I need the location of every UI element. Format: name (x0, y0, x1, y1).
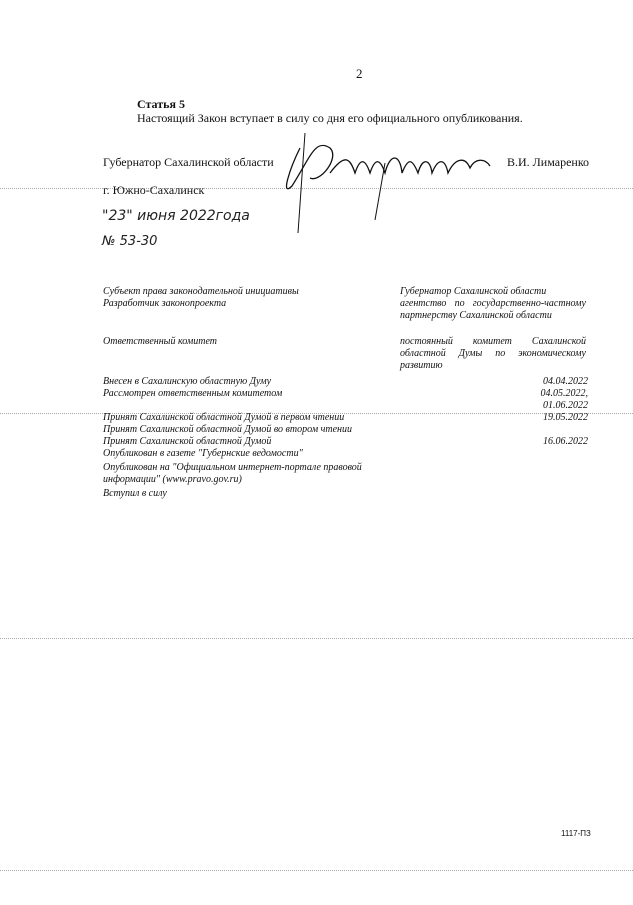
article-text: Настоящий Закон вступает в силу со дня его официального опубликования. (137, 111, 523, 125)
date-label: Принят Сахалинской областной Думой в первом чтении (103, 412, 345, 423)
date-value: 16.06.2022 (543, 436, 588, 447)
handwritten-number: № 53-30 (102, 234, 158, 249)
page-number: 2 (356, 66, 363, 81)
date-label: Внесен в Сахалинскую областную Думу (103, 376, 272, 387)
info-label: Ответственный комитет (103, 336, 217, 347)
scan-noise (0, 870, 633, 872)
info-label: Разработчик законопроекта (103, 298, 227, 309)
signature (270, 128, 500, 238)
info-label: Субъект права законодательной инициативы (103, 286, 299, 297)
article-title: Статья 5 (137, 97, 185, 111)
date-label: Принят Сахалинской областной Думой (103, 436, 272, 447)
date-label: Принят Сахалинской областной Думой во втором чтении (103, 424, 353, 435)
date-value: 04.04.2022 (543, 376, 588, 387)
governor-title: Губернатор Сахалинской области (103, 155, 274, 169)
date-label: Вступил в силу (103, 488, 167, 499)
date-label: Опубликован в газете "Губернские ведомости" (103, 448, 303, 459)
footer-code: 1117-ПЗ (561, 829, 591, 838)
city: г. Южно-Сахалинск (103, 183, 205, 197)
date-label: информации" (www.pravo.gov.ru) (103, 474, 242, 485)
date-value: 19.05.2022 (543, 412, 588, 423)
date-value: 04.05.2022, (540, 388, 588, 399)
date-value: 01.06.2022 (543, 400, 588, 411)
info-value: Губернатор Сахалинской области (400, 286, 547, 297)
scan-noise (0, 638, 633, 640)
date-label: Рассмотрен ответственным комитетом (103, 388, 283, 399)
governor-name: В.И. Лимаренко (507, 155, 590, 169)
info-value: агентство по государственно-частному партнерству Сахалинской области (400, 298, 586, 321)
info-value: постоянный комитет Сахалинской областной Думы по экономическому развитию (400, 336, 586, 371)
handwritten-date: "23" июня 2022года (102, 208, 250, 224)
date-label: Опубликован на "Официальном интернет-портале правовой (103, 462, 362, 473)
